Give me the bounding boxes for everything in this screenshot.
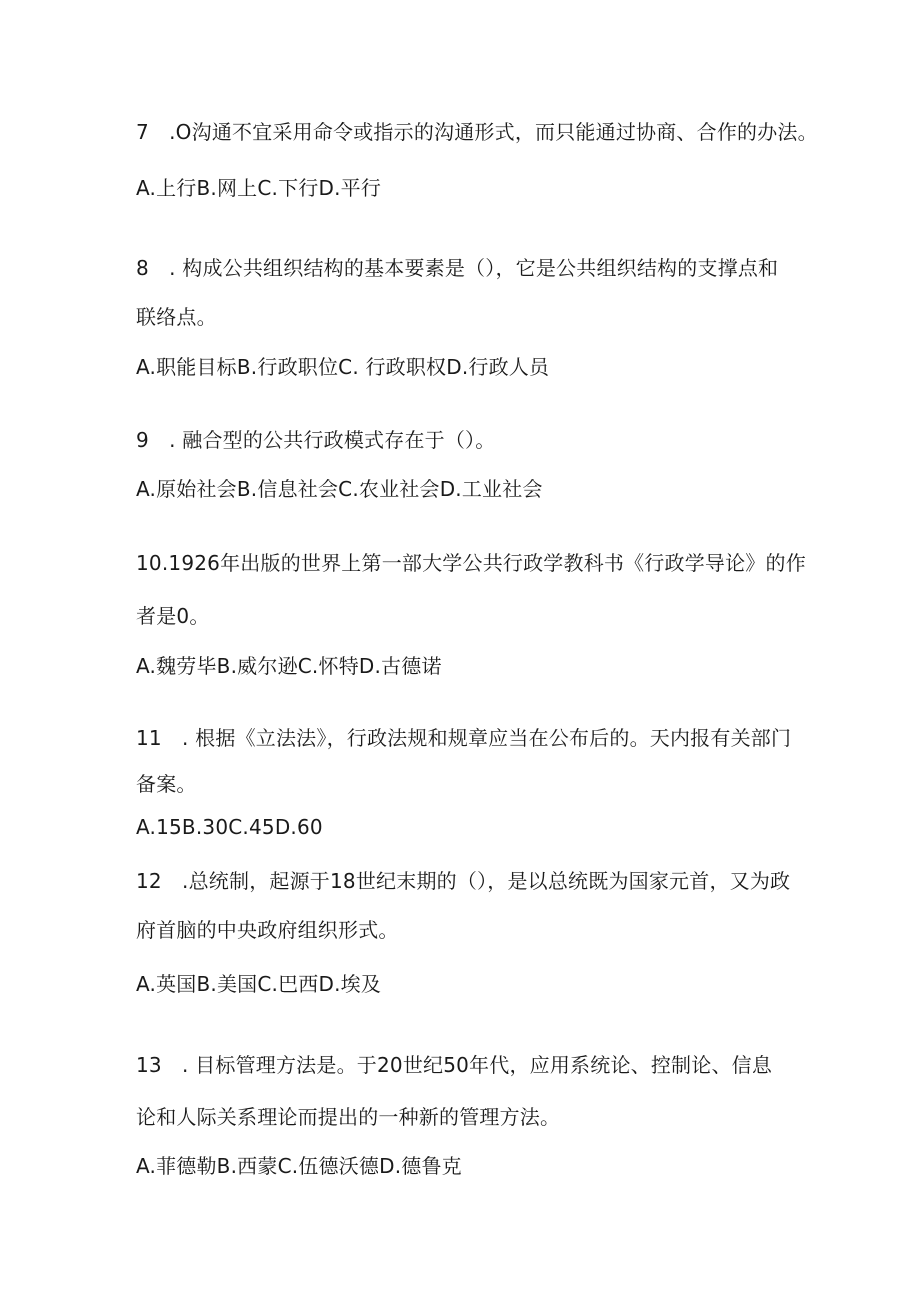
q8-options: A.职能目标B.行政职位C. 行政职权D.行政人员 [136,355,550,379]
q10-stem-line-2: 者是0。 [136,604,210,628]
q11-stem-line-1: 11 . 根据《立法法》，行政法规和规章应当在公布后的。天内报有关部门 [136,726,792,750]
q8-stem-line-2: 联络点。 [136,305,217,329]
q9-options: A.原始社会B.信息社会C.农业社会D.工业社会 [136,477,543,501]
q13-stem-line-1: 13 . 目标管理方法是。于20世纪50年代，应用系统论、控制论、信息 [136,1053,773,1077]
q13-options: A.菲德勒B.西蒙C.伍德沃德D.德鲁克 [136,1154,462,1178]
q10-options: A.魏劳毕B.威尔逊C.怀特D.古德诺 [136,654,442,678]
q12-options: A.英国B.美国C.巴西D.埃及 [136,972,382,996]
q12-stem-line-1: 12 .总统制，起源于18世纪末期的（），是以总统既为国家元首，又为政 [136,869,791,893]
q11-stem-line-2: 备案。 [136,772,197,796]
q12-stem-line-2: 府首脑的中央政府组织形式。 [136,918,399,942]
q10-stem-line-1: 10.1926年出版的世界上第一部大学公共行政学教科书《行政学导论》的作 [136,551,806,575]
q7-options: A.上行B.网上C.下行D.平行 [136,176,382,200]
q9-stem-line-1: 9 . 融合型的公共行政模式存在于（）。 [136,428,496,452]
q7-stem-line-1: 7 .O沟通不宜采用命令或指示的沟通形式，而只能通过协商、合作的办法。 [136,120,818,144]
q11-options: A.15B.30C.45D.60 [136,815,323,839]
q8-stem-line-1: 8 . 构成公共组织结构的基本要素是（），它是公共组织结构的支撑点和 [136,256,779,280]
q13-stem-line-2: 论和人际关系理论而提出的一种新的管理方法。 [136,1105,561,1129]
